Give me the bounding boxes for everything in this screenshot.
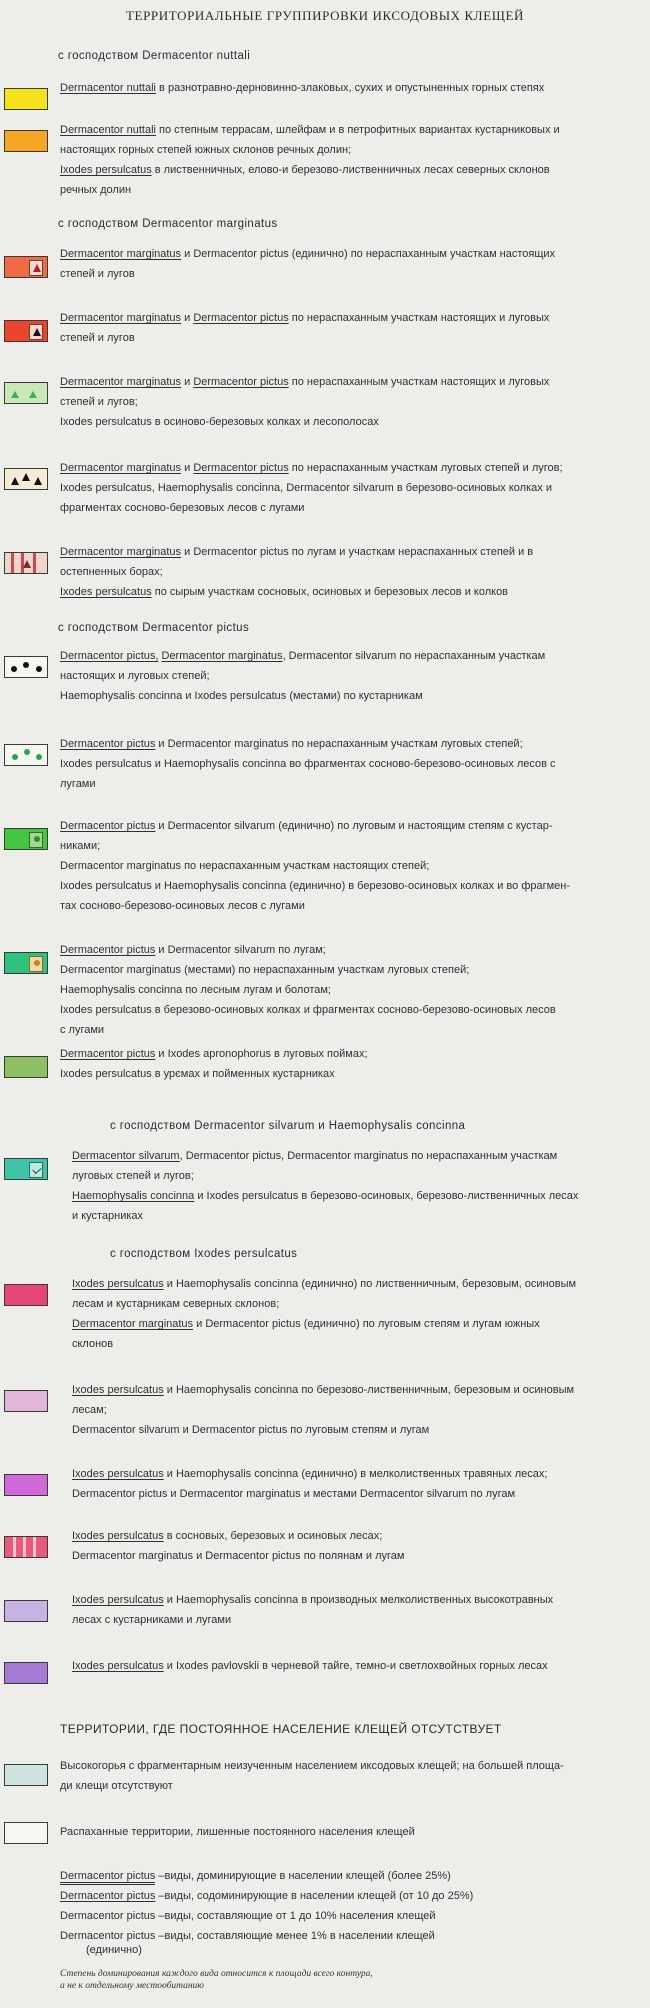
entry-line: и Haemophysalis concinna в производных мелколиственных высокотравных	[163, 1594, 554, 1606]
species-name: Dermacentor nuttali	[60, 124, 156, 136]
dot-symbol	[11, 666, 17, 672]
species-name: Dermacentor pictus	[193, 312, 289, 324]
dot-symbol	[36, 754, 42, 760]
species-name: Haemophysalis concinna	[72, 1190, 195, 1202]
color-swatch-orange-red	[4, 256, 48, 278]
entry-text	[60, 1756, 638, 1796]
color-swatch-teal	[4, 1158, 48, 1180]
species-name: Dermacentor pictus	[193, 376, 289, 388]
color-swatch-orange	[4, 130, 48, 152]
entry-line: остепненных борах;	[60, 566, 163, 578]
stripe-symbol	[11, 553, 14, 573]
dominance-legend-rare-extra: (единично)	[86, 1944, 142, 1956]
entry-line: настоящих и луговых степей;	[60, 670, 210, 682]
species-name: Dermacentor pictus	[60, 1890, 156, 1902]
entry-line: степей и лугов;	[60, 396, 138, 408]
stripe-symbol	[23, 1537, 26, 1557]
entry-text	[72, 1526, 638, 1566]
color-swatch-pale-blue	[4, 1764, 48, 1786]
entry-line: и	[181, 376, 194, 388]
dot-symbol	[36, 666, 42, 672]
color-swatch-bright-green	[4, 828, 48, 850]
entry-text	[72, 1146, 638, 1226]
entry-line: и Dermacentor marginatus по нераспаханным участкам луговых степей;	[155, 738, 523, 750]
entry-line: Ixodes persulcatus в березово-осиновых колках и фрагментах сосново-березово-осиновых лесов	[60, 1004, 556, 1016]
entry-line: лесах с кустарниками и лугами	[72, 1614, 232, 1626]
triangle-icon	[33, 264, 41, 272]
color-swatch-pink-stripe	[4, 552, 48, 574]
entry-line: Распаханные территории, лишенные постоянного населения клещей	[60, 1826, 415, 1838]
triangle-icon	[22, 473, 30, 481]
dot-symbol	[23, 662, 29, 668]
color-swatch-pink-red	[4, 1536, 48, 1558]
entry-line: фрагментах сосново-березовых лесов с лугами	[60, 502, 305, 514]
section-heading-silvarum: с господством Dermacentor silvarum и Haemophysalis concinna	[110, 1120, 466, 1132]
entry-line: и	[181, 462, 194, 474]
entry-line: и Dermacentor pictus (единично) по нераспаханным участкам настоящих	[181, 248, 556, 260]
entry-line: по степным террасам, шлейфам и в петрофитных вариантах кустарниковых и	[156, 124, 560, 136]
color-swatch-white	[4, 1822, 48, 1844]
triangle-icon	[11, 477, 19, 485]
entry-line: по нераспаханным участкам луговых степей и лугов;	[288, 462, 563, 474]
entry-line: и Dermacentor pictus (единично) по луговым степям и лугам южных	[193, 1318, 540, 1330]
entry-line: и Haemophysalis concinna (единично) в мелколиственных травяных лесах;	[163, 1468, 548, 1480]
legend-desc: –виды, доминирующие в населении клещей (более 25%)	[155, 1870, 451, 1882]
species-name: Dermacentor marginatus	[60, 248, 182, 260]
entry-text	[72, 1274, 638, 1354]
entry-line: настоящих горных степей южных склонов речных долин;	[60, 144, 352, 156]
entry-line: , Dermacentor pictus, Dermacentor marginatus по нераспаханным участкам	[179, 1150, 558, 1162]
entry-line: Haemophysalis concinna по лесным лугам и болотам;	[60, 984, 331, 996]
entry-line: и Dermacentor silvarum по лугам;	[155, 944, 326, 956]
entry-text	[72, 1656, 638, 1676]
legend-desc: –виды, содоминирующие в населении клещей (от 10 до 25%)	[155, 1890, 474, 1902]
entry-line: Dermacentor marginatus и Dermacentor pictus по полянам и лугам	[72, 1550, 405, 1562]
section-heading-pictus: с господством Dermacentor pictus	[58, 622, 250, 634]
entry-line: Dermacentor silvarum и Dermacentor pictus по луговым степям и лугам	[72, 1424, 430, 1436]
entry-text	[72, 1380, 638, 1440]
color-swatch-olive-green	[4, 1056, 48, 1078]
entry-line: Ixodes persulcatus и Haemophysalis concinna (единично) в березово-осиновых колках и во фрагмен-	[60, 880, 571, 892]
entry-line: в лиственничных, елово-и березово-лиственничных лесах северных склонов	[151, 164, 550, 176]
species-name: Dermacentor marginatus	[72, 1318, 194, 1330]
entry-line: тах сосново-березово-осиновых лесов с лугами	[60, 900, 305, 912]
color-swatch-pale-cream	[4, 468, 48, 490]
triangle-icon	[23, 560, 31, 568]
entry-line: и Haemophysalis concinna (единично) по лиственничным, березовым, осиновым	[163, 1278, 577, 1290]
entry-line: , Dermacentor silvarum по нераспаханным участкам	[282, 650, 546, 662]
color-swatch-purple	[4, 1662, 48, 1684]
entry-text	[60, 734, 638, 794]
dominance-legend-dominant	[60, 1870, 451, 1882]
entry-line: в разнотравно-дерновинно-злаковых, сухих и опустыненных горных степях	[156, 82, 545, 94]
entry-line: и Dermacentor pictus по лугам и участкам нераспаханных степей и в	[181, 546, 534, 558]
entry-line: Dermacentor pictus и Dermacentor marginatus и местами Dermacentor silvarum по лугам	[72, 1488, 516, 1500]
color-swatch-emerald	[4, 952, 48, 974]
color-swatch-lilac	[4, 1390, 48, 1412]
stripe-symbol	[13, 1537, 16, 1557]
entry-text	[60, 816, 638, 916]
section-heading-nuttali: с господством Dermacentor nuttali	[58, 50, 251, 62]
species-name: Dermacentor marginatus	[60, 376, 182, 388]
entry-text	[60, 244, 638, 284]
species-name: Ixodes persulcatus	[72, 1278, 164, 1290]
entry-line: Ixodes persulcatus в урємах и пойменных кустарниках	[60, 1068, 335, 1080]
color-swatch-red	[4, 320, 48, 342]
color-swatch-violet	[4, 1474, 48, 1496]
entry-text	[60, 940, 638, 1040]
dot-symbol	[34, 836, 40, 842]
entry-text	[60, 542, 638, 602]
triangle-icon	[34, 477, 42, 485]
species-name: Ixodes persulcatus	[72, 1468, 164, 1480]
species-name: Dermacentor pictus	[60, 738, 156, 750]
entry-line: ди клещи отсутствуют	[60, 1780, 173, 1792]
entry-line: степей и лугов	[60, 332, 135, 344]
legend-desc: –виды, составляющие от 1 до 10% населения клещей	[155, 1910, 436, 1922]
species-name: Dermacentor marginatus	[60, 462, 182, 474]
entry-line: и кустарниках	[72, 1210, 144, 1222]
species-name: Dermacentor pictus	[60, 1048, 156, 1060]
entry-line: по нераспаханным участкам настоящих и луговых	[288, 312, 550, 324]
entry-line: Высокогорья с фрагментарным неизученным населением иксодовых клещей; на большей площа-	[60, 1760, 564, 1772]
section-heading-persulcatus: с господством Ixodes persulcatus	[110, 1248, 298, 1260]
species-name: Dermacentor marginatus	[161, 650, 283, 662]
entry-line: и	[181, 312, 194, 324]
entry-line: речных долин	[60, 184, 132, 196]
section-heading-marginatus: с господством Dermacentor marginatus	[58, 218, 278, 230]
triangle-icon	[11, 391, 19, 398]
dot-symbol	[24, 749, 30, 755]
color-swatch-lavender	[4, 1600, 48, 1622]
species-name: Dermacentor nuttali	[60, 82, 156, 94]
entry-line: и Ixodes apronophorus в луговых поймах;	[155, 1048, 368, 1060]
legend-desc: –виды, составляющие менее 1% в населении клещей	[155, 1930, 435, 1942]
entry-line: и Haemophysalis concinna по березово-лиственничным, березовым и осиновым	[163, 1384, 575, 1396]
entry-line: и Ixodes pavlovskii в черневой тайге, темно-и светлохвойных горных лесах	[163, 1660, 548, 1672]
species-name: Ixodes persulcatus	[72, 1594, 164, 1606]
dominance-legend-codominant	[60, 1890, 473, 1902]
entry-text	[60, 308, 638, 348]
entry-text	[60, 372, 638, 432]
entry-text	[72, 1464, 638, 1504]
entry-line: Ixodes persulcatus в осиново-березовых колках и лесополосах	[60, 416, 379, 428]
color-swatch-magenta	[4, 1284, 48, 1306]
dot-symbol	[12, 754, 18, 760]
entry-line: по сырым участкам сосновых, осиновых и березовых лесов и колков	[151, 586, 509, 598]
species-name: Dermacentor marginatus	[60, 546, 182, 558]
entry-line: лугами	[60, 778, 96, 790]
entry-line: лесам;	[72, 1404, 107, 1416]
species-name: Ixodes persulcatus	[60, 164, 152, 176]
entry-text	[60, 120, 638, 200]
entry-line: никами;	[60, 840, 101, 852]
entry-line: Dermacentor marginatus по нераспаханным участкам настоящих степей;	[60, 860, 430, 872]
color-swatch-white	[4, 744, 48, 766]
color-swatch-white	[4, 656, 48, 678]
entry-text	[60, 1822, 638, 1842]
footnote	[60, 1968, 373, 1992]
stripe-symbol	[33, 1537, 36, 1557]
entry-line: с лугами	[60, 1024, 105, 1036]
species-name: Dermacentor pictus	[60, 1930, 156, 1942]
dominance-legend-common	[60, 1910, 436, 1922]
page-title: ТЕРРИТОРИАЛЬНЫЕ ГРУППИРОВКИ ИКСОДОВЫХ КЛЕЩЕЙ	[126, 8, 524, 23]
entry-line: склонов	[72, 1338, 114, 1350]
species-name: Ixodes persulcatus	[60, 586, 152, 598]
dominance-legend-rare	[60, 1930, 435, 1942]
species-name: Dermacentor pictus	[60, 1910, 156, 1922]
color-swatch-light-green	[4, 382, 48, 404]
triangle-icon	[29, 391, 37, 398]
triangle-icon	[33, 328, 41, 336]
entry-line: луговых степей и лугов;	[72, 1170, 194, 1182]
entry-text	[60, 1044, 638, 1084]
dot-symbol	[34, 960, 40, 966]
entry-text	[60, 78, 638, 98]
species-name: Ixodes persulcatus	[72, 1530, 164, 1542]
species-name: Dermacentor pictus	[60, 1870, 155, 1885]
species-name: Dermacentor marginatus	[60, 312, 182, 324]
species-name: Dermacentor silvarum	[72, 1150, 180, 1162]
stripe-symbol	[33, 553, 36, 573]
entry-line: Ixodes persulcatus и Haemophysalis concinna во фрагментах сосново-березово-осиновых лесов с	[60, 758, 556, 770]
species-name: Dermacentor pictus	[60, 944, 156, 956]
species-name: Ixodes persulcatus	[72, 1660, 164, 1672]
species-name: Dermacentor pictus	[60, 820, 156, 832]
entry-line: Dermacentor marginatus (местами) по нераспаханным участкам луговых степей;	[60, 964, 470, 976]
entry-line: Haemophysalis concinna и Ixodes persulcatus (местами) по кустарникам	[60, 690, 423, 702]
entry-line: лесам и кустарникам северных склонов;	[72, 1298, 280, 1310]
footnote-line: а не к отдельному местообитанию	[60, 1981, 205, 1991]
entry-line: степей и лугов	[60, 268, 135, 280]
entry-text	[60, 646, 638, 706]
entry-text	[72, 1590, 638, 1630]
entry-line: и Ixodes persulcatus в березово-осиновых, березово-лиственничных лесах	[194, 1190, 579, 1202]
entry-line: в сосновых, березовых и осиновых лесах;	[163, 1530, 383, 1542]
entry-line: Ixodes persulcatus, Haemophysalis concinna, Dermacentor silvarum в березово-осиновых колках и	[60, 482, 552, 494]
color-swatch-yellow	[4, 88, 48, 110]
species-name: Dermacentor pictus,	[60, 650, 159, 662]
entry-line: по нераспаханным участкам настоящих и луговых	[288, 376, 550, 388]
absent-heading: ТЕРРИТОРИИ, ГДЕ ПОСТОЯННОЕ НАСЕЛЕНИЕ КЛЕЩЕЙ ОТСУТСТВУЕТ	[60, 1722, 502, 1736]
footnote-line: Степень доминирования каждого вида относится к площади всего контура,	[60, 1969, 373, 1979]
species-name: Dermacentor pictus	[193, 462, 289, 474]
entry-text	[60, 458, 638, 518]
species-name: Ixodes persulcatus	[72, 1384, 164, 1396]
entry-line: и Dermacentor silvarum (единично) по луговым и настоящим степям с кустар-	[155, 820, 553, 832]
